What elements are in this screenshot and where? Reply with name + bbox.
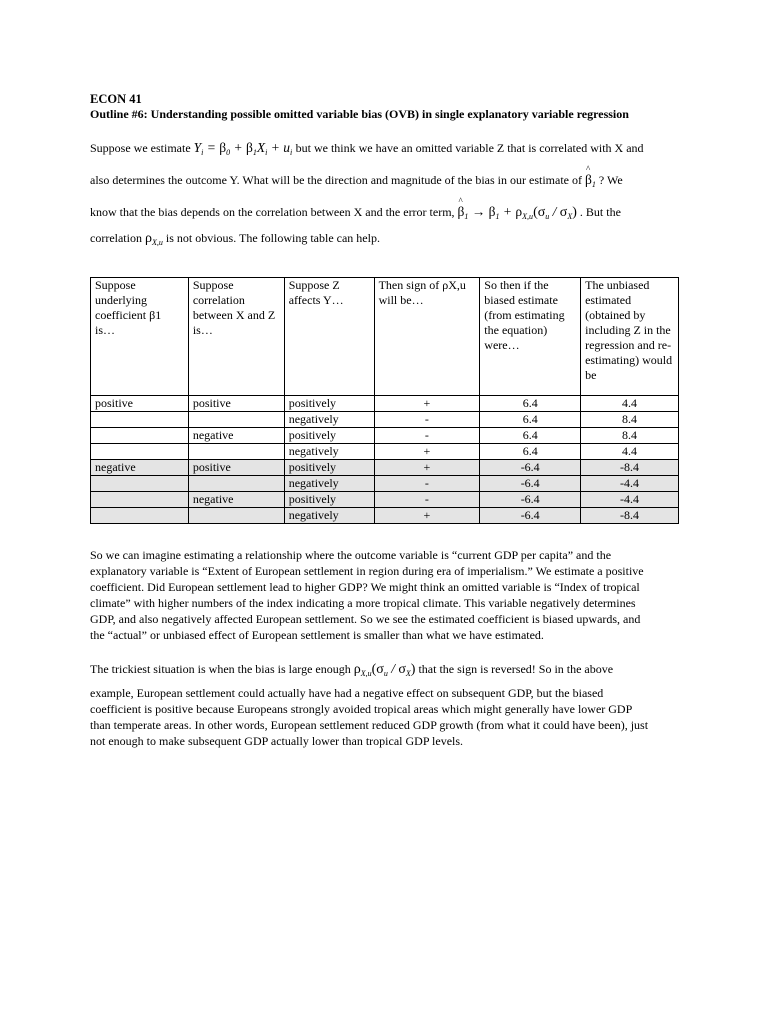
outline-title: Outline #6: Understanding possible omitted variable bias (OVB) in single explanatory variable regression <box>90 107 629 121</box>
header-biased-estimate: So then if the biased estimate (from estimating the equation) were… <box>480 278 581 396</box>
intro-text: ? We <box>598 173 623 187</box>
cell-sign: - <box>374 492 480 508</box>
cell-corr <box>188 508 284 524</box>
intro-text: know that the bias depends on the correlation between X and the error term, <box>90 205 455 219</box>
cell-unbiased: -8.4 <box>581 508 679 524</box>
course-code: ECON 41 <box>90 92 142 106</box>
table-row <box>91 460 679 476</box>
intro-text: also determines the outcome Y. What will be the direction and magnitude of the bias in our estimate of <box>90 173 582 187</box>
cell-sign: + <box>374 460 480 476</box>
cell-beta <box>91 508 189 524</box>
cell-unbiased: -4.4 <box>581 492 679 508</box>
intro-line-1 <box>90 140 644 161</box>
model-equation: $Y_i = \beta_0 + \beta_1X_i + u_i$ <box>193 140 293 157</box>
text-line: coefficient. Did European settlement lead to higher GDP? We might think an omitted variable is “Index of tropical <box>90 580 640 594</box>
cell-corr <box>188 412 284 428</box>
cell-corr: negative <box>188 428 284 444</box>
intro-line-4 <box>90 230 380 251</box>
beta-hat-symbol: ^ $\beta_1$ <box>585 172 596 187</box>
text-line: explanatory variable is “Extent of European settlement in region during era of imperialism.” We estimate a positive <box>90 564 644 578</box>
cell-biased: 6.4 <box>480 396 581 412</box>
cell-corr <box>188 476 284 492</box>
text-line: than temperate areas. In other words, European settlement reduced GDP growth (from what it could have been), just <box>90 718 649 732</box>
cell-beta <box>91 444 189 460</box>
cell-effect: negatively <box>284 412 374 428</box>
table-header-row <box>91 278 679 396</box>
cell-unbiased: 8.4 <box>581 412 679 428</box>
cell-sign: - <box>374 428 480 444</box>
text-line: climate” with higher numbers of the index indicating a more tropical climate. This variable negatively determines <box>90 596 636 610</box>
cell-sign: + <box>374 396 480 412</box>
intro-line-2 <box>90 172 623 193</box>
cell-unbiased: 4.4 <box>581 444 679 460</box>
intro-line-3 <box>90 204 621 225</box>
header-unbiased-estimate: The unbiased estimated (obtained by including Z in the regression and re-estimating) would be <box>581 278 679 396</box>
cell-effect: positively <box>284 396 374 412</box>
cell-effect: negatively <box>284 444 374 460</box>
table-row <box>91 444 679 460</box>
table-row <box>91 412 679 428</box>
cell-effect: negatively <box>284 476 374 492</box>
cell-beta: negative <box>91 460 189 476</box>
cell-beta <box>91 428 189 444</box>
cell-unbiased: 4.4 <box>581 396 679 412</box>
intro-text: correlation <box>90 231 142 245</box>
cell-sign: - <box>374 476 480 492</box>
cell-biased: 6.4 <box>480 444 581 460</box>
cell-unbiased: -4.4 <box>581 476 679 492</box>
text-line <box>90 658 690 685</box>
cell-beta: positive <box>91 396 189 412</box>
cell-corr: negative <box>188 492 284 508</box>
table-row <box>91 492 679 508</box>
intro-text: Suppose we estimate <box>90 141 191 155</box>
cell-beta <box>91 412 189 428</box>
table-row <box>91 476 679 492</box>
cell-biased: 6.4 <box>480 428 581 444</box>
cell-effect: positively <box>284 492 374 508</box>
intro-text: . But the <box>579 205 621 219</box>
bias-term: $\rho_{X,u}(\sigma_u / \sigma_X)$ <box>353 661 416 678</box>
cell-unbiased: -8.4 <box>581 460 679 476</box>
text-span: The trickiest situation is when the bias is large enough <box>90 662 351 676</box>
cell-corr: positive <box>188 396 284 412</box>
header-z-affects-y: Suppose Z affects Y… <box>284 278 374 396</box>
cell-corr <box>188 444 284 460</box>
cell-biased: -6.4 <box>480 492 581 508</box>
table-row <box>91 428 679 444</box>
text-span: that the sign is reversed! So in the above <box>418 662 614 676</box>
text-line: example, European settlement could actually have had a negative effect on subsequent GDP, but the biased <box>90 686 604 700</box>
cell-effect: negatively <box>284 508 374 524</box>
cell-biased: -6.4 <box>480 460 581 476</box>
cell-biased: 6.4 <box>480 412 581 428</box>
cell-biased: -6.4 <box>480 476 581 492</box>
text-line: coefficient is positive because Europeans strongly avoided tropical areas which might generally have lower GDP <box>90 702 633 716</box>
text-line: the “actual” or unbiased effect of European settlement is smaller than what we have estimated. <box>90 628 544 642</box>
cell-beta <box>91 492 189 508</box>
table-row <box>91 396 679 412</box>
header-underlying-coefficient: Suppose underlying coefficient β1 is… <box>91 278 189 396</box>
cell-sign: + <box>374 508 480 524</box>
cell-effect: positively <box>284 460 374 476</box>
text-line: not enough to make subsequent GDP actually lower than tropical GDP levels. <box>90 734 464 748</box>
bias-equation: ^ $\beta_1 \to \beta_1 + \rho_{X,u}(\sigma_u / \sigma_X)$ <box>458 204 577 219</box>
text-line: GDP, and also negatively affected European settlement. So we see the estimated coefficient is biased upwards, and <box>90 612 641 626</box>
cell-sign: - <box>374 412 480 428</box>
ovb-table <box>90 277 679 524</box>
intro-text: is not obvious. The following table can help. <box>165 231 380 245</box>
paragraph-sign-reversal <box>90 658 690 749</box>
header-sign-rho: Then sign of ρX,u will be… <box>374 278 480 396</box>
intro-text: but we think we have an omitted variable Z that is correlated with X and <box>295 141 644 155</box>
cell-beta <box>91 476 189 492</box>
cell-corr: positive <box>188 460 284 476</box>
table-row <box>91 508 679 524</box>
document-page <box>90 92 680 748</box>
paragraph-example <box>90 547 690 643</box>
cell-sign: + <box>374 444 480 460</box>
header-correlation-xz: Suppose correlation between X and Z is… <box>188 278 284 396</box>
rho-symbol: $\rho_{X,u}$ <box>144 231 163 247</box>
text-line: So we can imagine estimating a relationship where the outcome variable is “current GDP per capita” and the <box>90 548 612 562</box>
cell-biased: -6.4 <box>480 508 581 524</box>
cell-effect: positively <box>284 428 374 444</box>
cell-unbiased: 8.4 <box>581 428 679 444</box>
